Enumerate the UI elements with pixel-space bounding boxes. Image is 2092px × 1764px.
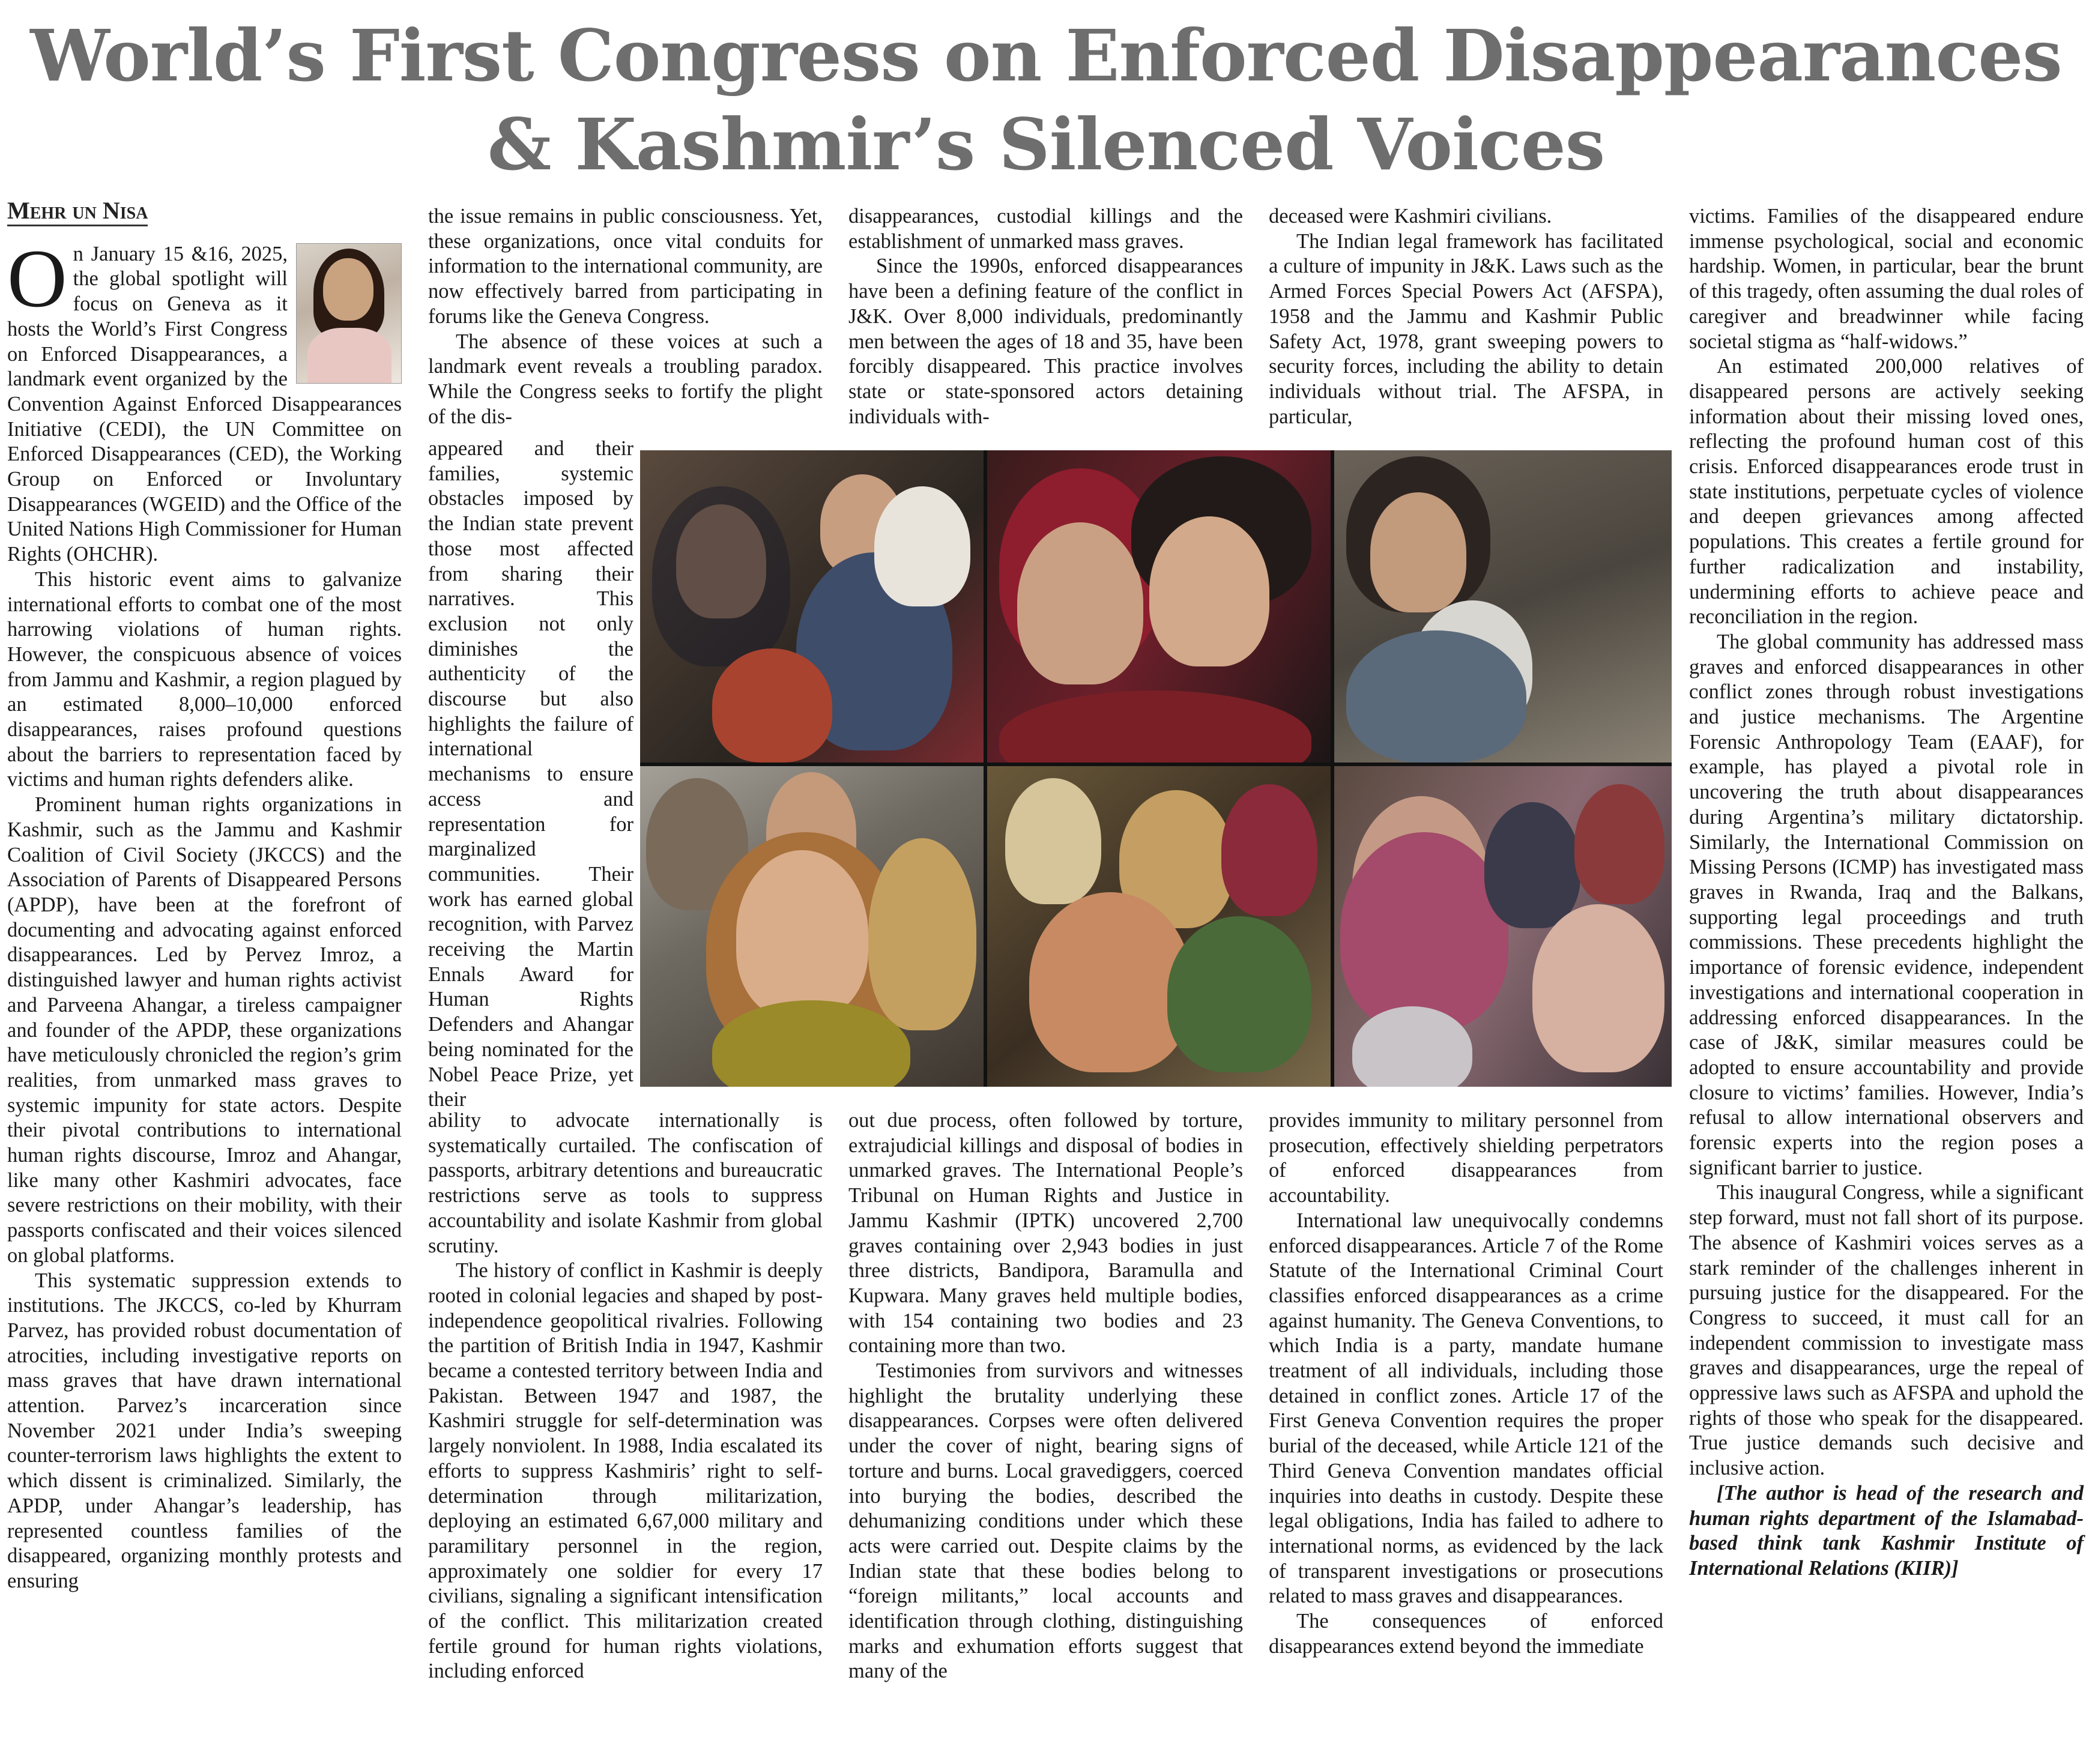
collage-photo-1 (640, 450, 984, 763)
paragraph: The history of conflict in Kashmir is deeply rooted in colonial legacies and shaped by post-independence geopolitical rivalries. Following the partition of British India in 1947, Kashmir became a contested territory between India and Pakistan. Between 1947 and 1987, the Kashmiri struggle for self-determination was largely nonviolent. In 1988, India escalated its efforts to suppress Kashmiris’ right to self-determination through militarization, deploying an estimated 6,67,000 military and paramilitary personnel in the region, approximately one soldier for every 17 civilians, signaling a significant intensification of the conflict. This militarization created fertile ground for human rights violations, including enforced (428, 1259, 823, 1683)
collage-photo-3 (1334, 450, 1672, 763)
paragraph: On January 15 &16, 2025, the global spotlight will focus on Geneva as it hosts the World’s First Congress on Enforced Disappearances, a landmark event organized by the Convention Against Enforced Disappearances Initiative (CEDI), the UN Committee on Enforced Disappearances (CED), the Working Group on Enforced or Involuntary Disappearances (WGEID) and the Office of the United Nations High Commissioner for Human Rights (OHCHR). (7, 232, 402, 566)
paragraph: International law unequivocally condemns enforced disappearances. Article 7 of the Rome Statute of the International Criminal Court classifies enforced disappearances as a crime against humanity. The Geneva Conventions, to which India is a party, mandate humane treatment of all individuals, including those detained in conflict zones. Article 17 of the First Geneva Convention requires the proper burial of the deceased, while Article 121 of the Third Geneva Convention mandates official inquiries into deaths in custody. Despite these legal obligations, India has failed to adhere to international norms, as evidenced by the lack of transparent investigations or prosecutions related to mass graves and disappearances. (1269, 1209, 1663, 1608)
paragraph: This systematic suppression extends to institutions. The JKCCS, co-led by Khurram Parvez, has provided robust documentation of atrocities, including investigative reports on mass graves that have drawn international attention. Parvez’s incarceration since November 2021 under India’s sweeping counter-terrorism laws highlights the extent to which dissent is criminalized. Similarly, the APDP, under Ahangar’s leadership, has represented countless families of the disappeared, organizing monthly protests and ensuring (7, 1269, 402, 1592)
paragraph: The Indian legal framework has facilitated a culture of impunity in J&K. Laws such as the Armed Forces Special Powers Act (AFSPA), 1958 and the Jammu and Kashmir Public Safety Act, 1978, grant sweeping powers to security forces, including the ability to detain individuals without trial. The AFSPA, in particular, (1269, 229, 1663, 428)
column-5 (1689, 204, 2084, 1581)
collage-photo-4 (640, 766, 984, 1087)
paragraph: This inaugural Congress, while a significant step forward, must not fall short of its purpose. The absence of Kashmiri voices serves as a stark reminder of the challenges inherent in pursuing justice for the disappeared. For the Congress to succeed, it must call for an independent commission to investigate mass graves and disappearances, urge the repeal of oppressive laws such as AFSPA and uphold the rights of those who speak for the disappeared. True justice demands such decisive and inclusive action. (1689, 1181, 2084, 1480)
collage-photo-5 (987, 766, 1331, 1087)
paragraph: Since the 1990s, enforced disappearances have been a defining feature of the conflict in J&K. Over 8,000 individuals, predominantly men between the ages of 18 and 35, have been forcibly disappeared. This practice involves state or state-sponsored actors detaining individuals with- (848, 255, 1243, 428)
drop-cap: O (7, 232, 67, 324)
headline-line-2: & Kashmir’s Silenced Voices (487, 103, 1605, 186)
column-1 (7, 198, 402, 1594)
author-byline: Mehr un Nisa (7, 198, 148, 226)
column-4-top (1269, 204, 1663, 429)
paragraph: The absence of these voices at such a landmark event reveals a troubling paradox. While the Congress seeks to fortify the plight of the dis- (428, 330, 823, 428)
paragraph: Prominent human rights organizations in Kashmir, such as the Jammu and Kashmir Coalition of Civil Society (JKCCS) and the Association of Parents of Disappeared Persons (APDP), have been at the forefront of documenting and advocating against enforced disappearances. Led by Pervez Imroz, a distinguished lawyer and human rights activist and Parveena Ahangar, a tireless campaigner and founder of the APDP, these organizations have meticulously chronicled the region’s grim realities, from unmarked mass graves to systemic impunity for state actors. Despite their pivotal contributions to international human rights discourse, Imroz and Ahangar, like many other Kashmiri advocates, face severe restrictions on their mobility, with their passports confiscated and their voices silenced on global platforms. (7, 793, 402, 1267)
headline-line-1: World’s First Congress on Enforced Disappearances (30, 14, 2062, 97)
paragraph: provides immunity to military personnel from prosecution, effectively shielding perpetrators of enforced disappearances from accountability. (1269, 1109, 1663, 1207)
collage-photo-6 (1334, 766, 1672, 1087)
paragraph: deceased were Kashmiri civilians. (1269, 205, 1552, 228)
column-2-bottom (428, 1108, 823, 1684)
column-2-wrap (428, 436, 633, 1113)
author-portrait-photo (296, 243, 402, 384)
paragraph: The global community has addressed mass graves and enforced disappearances in other conflict zones through robust investigations and justice mechanisms. The Argentine Forensic Anthropology Team (EAAF), for example, has played a pivotal role in uncovering the truth about disappearances during Argentina’s military dictatorship. Similarly, the International Commission on Missing Persons (ICMP) has investigated mass graves in Rwanda, Iraq and the Balkans, supporting legal proceedings and truth commissions. These precedents highlight the importance of forensic evidence, independent investigations and international cooperation in addressing enforced disappearances. In the case of J&K, similar measures could be adopted to ensure accountability and provide closure to victims’ families. However, India’s refusal to allow international observers and forensic experts into the region poses a significant barrier to justice. (1689, 630, 2084, 1179)
paragraph: This historic event aims to galvanize international efforts to combat one of the most harrowing violations of human rights. However, the conspicuous absence of voices from Jammu and Kashmir, a region plagued by an estimated 8,000–10,000 enforced disappearances, raises profound questions about the barriers to representation faced by victims and human rights defenders alike. (7, 567, 402, 791)
column-3-bottom (848, 1108, 1243, 1684)
author-note: [The author is head of the research and human rights department of the Islamabad-based think tank Kashmir Institute of International Relations (KIIR)] (1689, 1481, 2084, 1580)
paragraph: the issue remains in public consciousness. Yet, these organizations, once vital conduits for information to the international community, are now effectively barred from participating in forums like the Geneva Congress. (428, 205, 823, 328)
column-4-bottom (1269, 1108, 1663, 1659)
paragraph: out due process, often followed by torture, extrajudicial killings and disposal of bodies in unmarked graves. The International People’s Tribunal on Human Rights and Justice in Jammu Kashmir (IPTK) uncovered 2,700 graves containing over 2,943 bodies in just three districts, Bandipora, Baramulla and Kupwara. Many graves held multiple bodies, with 154 containing two bodies and 23 containing more than two. (848, 1109, 1243, 1358)
paragraph: victims. Families of the disappeared endure immense psychological, social and economic hardship. Women, in particular, bear the brunt of this tragedy, often assuming the dual roles of caregiver and breadwinner while facing societal stigma as “half-widows.” (1689, 205, 2084, 353)
photo-collage (640, 450, 1672, 1087)
column-2-top (428, 204, 823, 429)
paragraph: The consequences of enforced disappearances extend beyond the immediate (1269, 1610, 1663, 1658)
paragraph: disappearances, custodial killings and the establishment of unmarked mass graves. (848, 205, 1243, 253)
column-3-top (848, 204, 1243, 429)
paragraph: An estimated 200,000 relatives of disappeared persons are actively seeking information about their missing loved ones, reflecting the profound human cost of this crisis. Enforced disappearances erode trust in state institutions, perpetuate cycles of violence and deepen grievances among affected populations. This creates a fertile ground for further radicalization and instability, undermining efforts to achieve peace and reconciliation in the region. (1689, 355, 2084, 629)
collage-photo-2 (987, 450, 1331, 763)
paragraph: Testimonies from survivors and witnesses highlight the brutality underlying these disappearances. Corpses were often delivered under the cover of night, bearing signs of torture and burns. Local gravediggers, coerced into burying the bodies, described the dehumanizing conditions under which these acts were carried out. Despite claims by the Indian state that these bodies belong to “foreign militants,” local accounts and identification through clothing, distinguishing marks and exhumation efforts suggest that many of the (848, 1359, 1243, 1683)
paragraph: appeared and their families, systemic obstacles imposed by the Indian state prevent those most affected from sharing their narratives. This exclusion not only diminishes the authenticity of the discourse but also highlights the failure of international mechanisms to ensure access and representation for marginalized communities. Their work has earned global recognition, with Parvez receiving the Martin Ennals Award for Human Rights Defenders and Ahangar being nominated for the Nobel Peace Prize, yet their (428, 437, 633, 1111)
paragraph: ability to advocate internationally is systematically curtailed. The confiscation of passports, arbitrary detentions and bureaucratic restrictions serve as tools to suppress accountability and isolate Kashmir from global scrutiny. (428, 1109, 823, 1257)
